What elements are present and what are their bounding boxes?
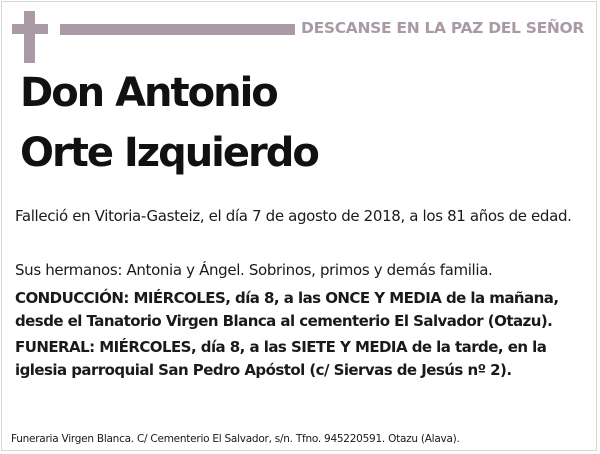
death-notice-paragraph: Falleció en Vitoria-Gasteiz, el día 7 de agosto de 2018, a los 81 años de edad. xyxy=(15,207,572,225)
header-tagline: DESCANSE EN LA PAZ DEL SEÑOR xyxy=(301,19,585,37)
conduction-paragraph: CONDUCCIÓN: MIÉRCOLES, día 8, a las ONCE Y MEDIA de la mañana, desde el Tanatorio Virgen Blanca al cementerio El Salvador (Otazu). xyxy=(15,289,559,330)
deceased-name-line-1: Don Antonio xyxy=(20,70,277,116)
header-divider-bar xyxy=(60,24,295,35)
family-paragraph: Sus hermanos: Antonia y Ángel. Sobrinos, primos y demás familia. xyxy=(15,261,493,279)
cross-icon xyxy=(12,11,48,63)
deceased-name-line-2: Orte Izquierdo xyxy=(20,130,318,176)
funeral-home-footer: Funeraria Virgen Blanca. C/ Cementerio El Salvador, s/n. Tfno. 945220591. Otazu (Alava). xyxy=(11,433,460,445)
funeral-paragraph: FUNERAL: MIÉRCOLES, día 8, a las SIETE Y MEDIA de la tarde, en la iglesia parroquial San Pedro Apóstol (c/ Siervas de Jesús nº 2). xyxy=(15,338,547,379)
